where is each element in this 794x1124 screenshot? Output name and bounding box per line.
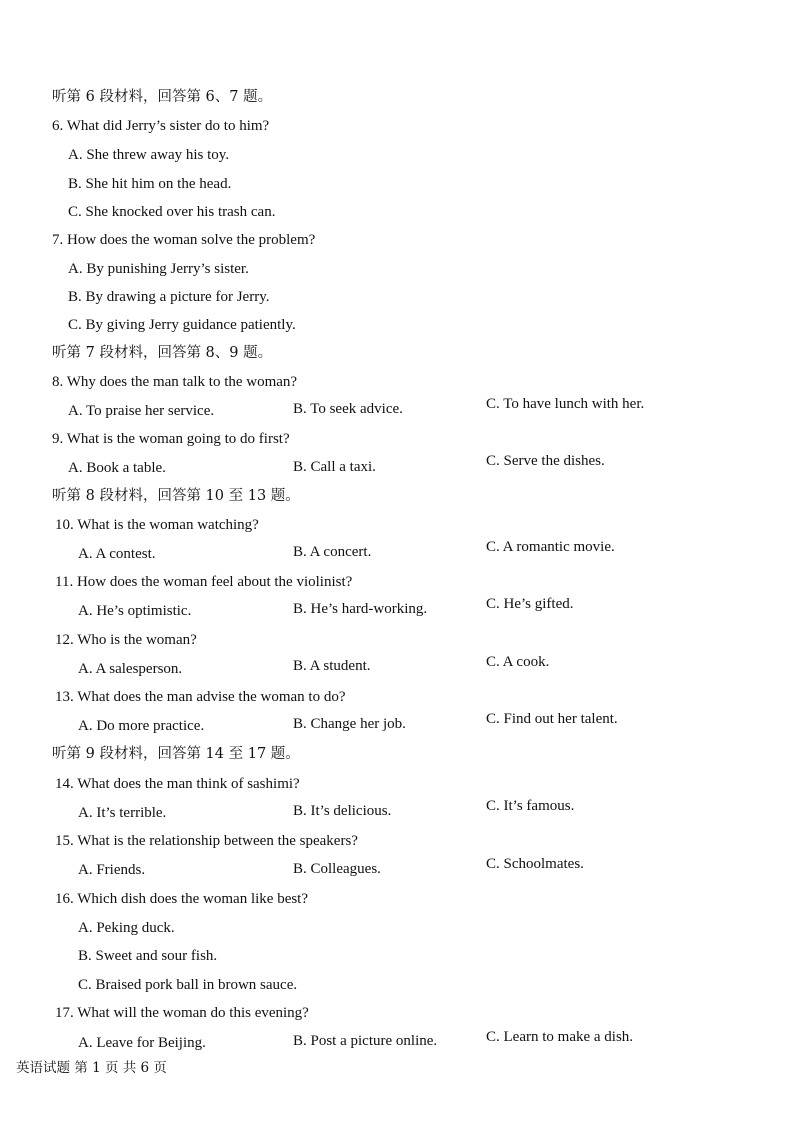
question-6-option-a: A. She threw away his toy.	[68, 147, 230, 163]
section-heading-8: 听第 8 段材料，回答第 10 至 13 题。	[52, 488, 300, 504]
question-13-option-c: C. Find out her talent.	[486, 711, 618, 727]
section-heading-6: 听第 6 段材料，回答第 6、7 题。	[52, 89, 273, 105]
question-14-stem: 14. What does the man think of sashimi?	[55, 776, 300, 792]
question-8-option-b: B. To seek advice.	[293, 401, 403, 417]
question-15-stem: 15. What is the relationship between the speakers?	[55, 833, 358, 849]
question-10-option-c: C. A romantic movie.	[486, 539, 615, 555]
question-15-option-a: A. Friends.	[78, 862, 146, 878]
question-15-option-b: B. Colleagues.	[293, 861, 381, 877]
page-footer: 英语试题 第 1 页 共 6 页	[16, 1060, 167, 1076]
question-13-stem: 13. What does the man advise the woman to do?	[55, 689, 346, 705]
question-13-option-a: A. Do more practice.	[78, 718, 205, 734]
question-17-option-c: C. Learn to make a dish.	[486, 1029, 634, 1045]
question-17-stem: 17. What will the woman do this evening?	[55, 1005, 309, 1021]
question-14-option-b: B. It’s delicious.	[293, 803, 392, 819]
question-17-option-b: B. Post a picture online.	[293, 1033, 438, 1049]
question-14-option-a: A. It’s terrible.	[78, 805, 167, 821]
question-9-option-c: C. Serve the dishes.	[486, 453, 605, 469]
question-6-option-b: B. She hit him on the head.	[68, 176, 232, 192]
question-16-option-b: B. Sweet and sour fish.	[78, 948, 218, 964]
question-12-stem: 12. Who is the woman?	[55, 632, 197, 648]
question-6-option-c: C. She knocked over his trash can.	[68, 204, 276, 220]
question-7-option-a: A. By punishing Jerry’s sister.	[68, 261, 249, 277]
question-7-stem: 7. How does the woman solve the problem?	[52, 232, 316, 248]
question-6-stem: 6. What did Jerry’s sister do to him?	[52, 118, 270, 134]
question-11-option-a: A. He’s optimistic.	[78, 603, 192, 619]
question-10-option-a: A. A contest.	[78, 546, 156, 562]
question-13-option-b: B. Change her job.	[293, 716, 406, 732]
question-9-stem: 9. What is the woman going to do first?	[52, 431, 290, 447]
question-10-option-b: B. A concert.	[293, 544, 372, 560]
question-10-stem: 10. What is the woman watching?	[55, 517, 259, 533]
question-7-option-b: B. By drawing a picture for Jerry.	[68, 289, 270, 305]
question-16-stem: 16. Which dish does the woman like best?	[55, 891, 309, 907]
section-heading-9: 听第 9 段材料，回答第 14 至 17 题。	[52, 746, 300, 762]
question-8-option-c: C. To have lunch with her.	[486, 396, 645, 412]
question-11-option-c: C. He’s gifted.	[486, 596, 574, 612]
question-14-option-c: C. It’s famous.	[486, 798, 575, 814]
question-12-option-b: B. A student.	[293, 658, 371, 674]
question-9-option-a: A. Book a table.	[68, 460, 166, 476]
section-heading-7: 听第 7 段材料，回答第 8、9 题。	[52, 345, 273, 361]
question-16-option-c: C. Braised pork ball in brown sauce.	[78, 977, 298, 993]
question-8-stem: 8. Why does the man talk to the woman?	[52, 374, 298, 390]
question-17-option-a: A. Leave for Beijing.	[78, 1035, 206, 1051]
question-11-stem: 11. How does the woman feel about the violinist?	[55, 574, 353, 590]
question-16-option-a: A. Peking duck.	[78, 920, 175, 936]
question-9-option-b: B. Call a taxi.	[293, 459, 376, 475]
question-7-option-c: C. By giving Jerry guidance patiently.	[68, 317, 296, 333]
question-15-option-c: C. Schoolmates.	[486, 856, 584, 872]
question-11-option-b: B. He’s hard-working.	[293, 601, 428, 617]
question-8-option-a: A. To praise her service.	[68, 403, 215, 419]
question-12-option-c: C. A cook.	[486, 654, 550, 670]
question-12-option-a: A. A salesperson.	[78, 661, 183, 677]
